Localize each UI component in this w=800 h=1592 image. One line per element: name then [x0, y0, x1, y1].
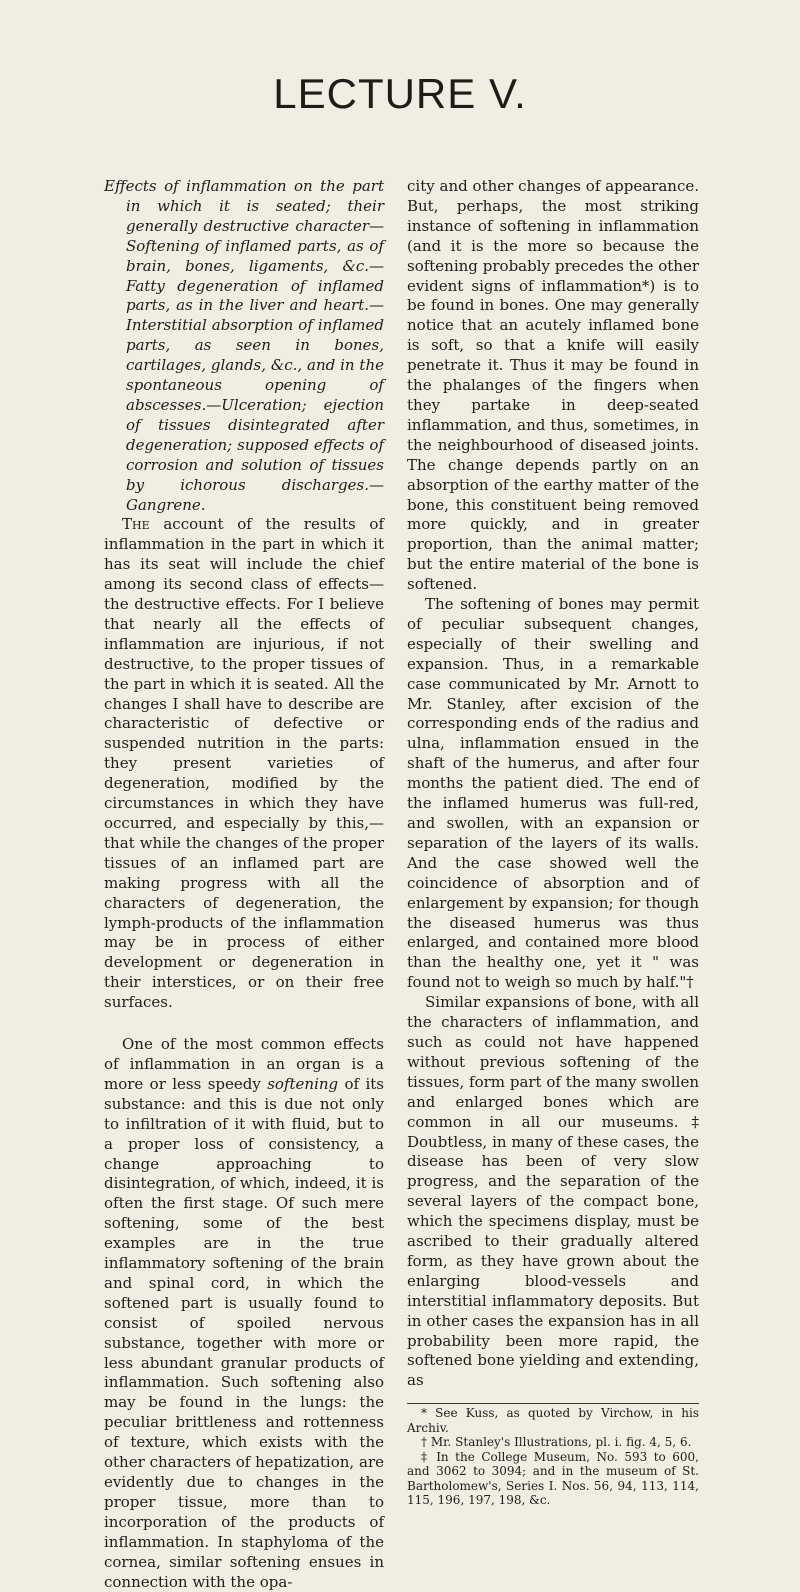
chapter-summary: [104, 177, 384, 515]
chapter-summary-text: Effects of inflammation on the part in which it is seated; their generally destructive character—Softening of inflamed parts, as of brain, bones, ligaments, &c.—Fatty degeneration of inflamed parts, as in the liver and heart.—Interstitial absorption of inflamed parts, as seen in bones, cartilages, glands, &c., and in the spontaneous opening of abscesses.—Ulceration; ejection of tissues disintegrated after degeneration; supposed effects of corrosion and solution of tissues by ichorous discharges.—Gangrene.: [104, 177, 384, 514]
page-title: LECTURE V.: [273, 70, 527, 117]
paragraph-text: of its substance: and this is due not only to infiltration of it with fluid, but to a proper loss of consistency, a change approaching to disintegration, of which, indeed, it is often the first stage. Of such mere softening, some of the best examples are in the true inflammatory softening of the brain and spinal cord, in which the softened part is usually found to consist of spoiled nervous substance, together with more or less abundant granular products of inflammation. Such softening also may be found in the lungs: the peculiar brittleness and rottenness of texture, which exists with the other characters of hepatization, are evidently due to changes in the proper tissue, more than to incorporation of the products of inflammation. In staphyloma of the cornea, similar softening ensues in connection with the opa-: [104, 1074, 384, 1591]
footnote: * See Kuss, as quoted by Virchow, in his Archiv.: [407, 1406, 699, 1435]
paragraph-text: account of the results of inflammation in the part in which it has its seat will include the chief among its second class of effects—the destructive effects. For I believe that nearly all the effects of inflammation are injurious, if not destructive, to the proper tissues of the part in which it is seated. All the changes I shall have to describe are characteristic of defective or suspended nutrition in the parts: they present varieties of degeneration, modified by the circumstances in which they have occurred, and especially by this,—that while the changes of the proper tissues of an inflamed part are making progress with all the characters of degeneration, the lymph-products of the inflammation may be in process of either development or degeneration in their interstices, or on their free surfaces.: [104, 515, 384, 1012]
paragraph: The softening of bones may permit of peculiar subsequent changes, especially of their swelling and expansion. Thus, in a remarkable case communicated by Mr. Arnott to Mr. Stanley, after excision of the corresponding ends of the radius and ulna, inflammation ensued in the shaft of the humerus, and after four months the patient died. The end of the inflamed humerus was full-red, and swollen, with an expansion or separation of the layers of its walls. And the case showed well the coincidence of absorption and of enlargement by expansion; for though the diseased humerus was thus enlarged, and contained more blood than the healthy one, yet it " was found not to weigh so much by half."†: [407, 595, 699, 992]
paragraph: Similar expansions of bone, with all the characters of inflammation, and such as could not have happened without previous softening of the tissues, form part of the many swollen and enlarged bones which are common in all our museums.‡ Doubtless, in many of these cases, the disease has been of very slow progress, and the separation of the several layers of the compact bone, which the specimens display, must be ascribed to their gradually altered form, as they have grown about the enlarging blood-vessels and interstitial inflammatory deposits. But in other cases the expansion has in all probability been more rapid, the softened bone yielding and extending, as: [407, 993, 699, 1390]
paragraph-text: One of the most common effects of inflammation in an organ is a more or less speedy: [104, 1035, 384, 1093]
footnote: † Mr. Stanley's Illustrations, pl. i. fig. 4, 5, 6.: [421, 1435, 692, 1450]
emphasis-term: softening: [267, 1074, 339, 1093]
paragraph: [104, 1035, 384, 1592]
right-column: [407, 177, 699, 1508]
footnote: ‡ In the College Museum, No. 593 to 600, and 3062 to 3094; and in the museum of St. Bartholomew's, Series I. Nos. 56, 94, 113, 114, 115, 196, 197, 198, &c.: [407, 1449, 699, 1508]
paragraph: [104, 515, 384, 1013]
paragraph: city and other changes of appearance. But, perhaps, the most striking instance of softening in inflammation (and it is the more so because the softening probably precedes the other evident signs of inflammation*) is to be found in bones. One may generally notice that an acutely inflamed bone is soft, so that a knife will easily penetrate it. Thus it may be found in the phalanges of the fingers when they partake in deep-seated inflammation, and thus, sometimes, in the neighbourhood of diseased joints. The change depends partly on an absorption of the earthy matter of the bone, this constituent being removed more quickly, and in greater proportion, than the animal matter; but the entire material of the bone is softened.: [407, 177, 699, 594]
footnotes: [407, 1403, 699, 1508]
left-column: [104, 177, 384, 1591]
paragraph-lead: The: [122, 515, 150, 534]
